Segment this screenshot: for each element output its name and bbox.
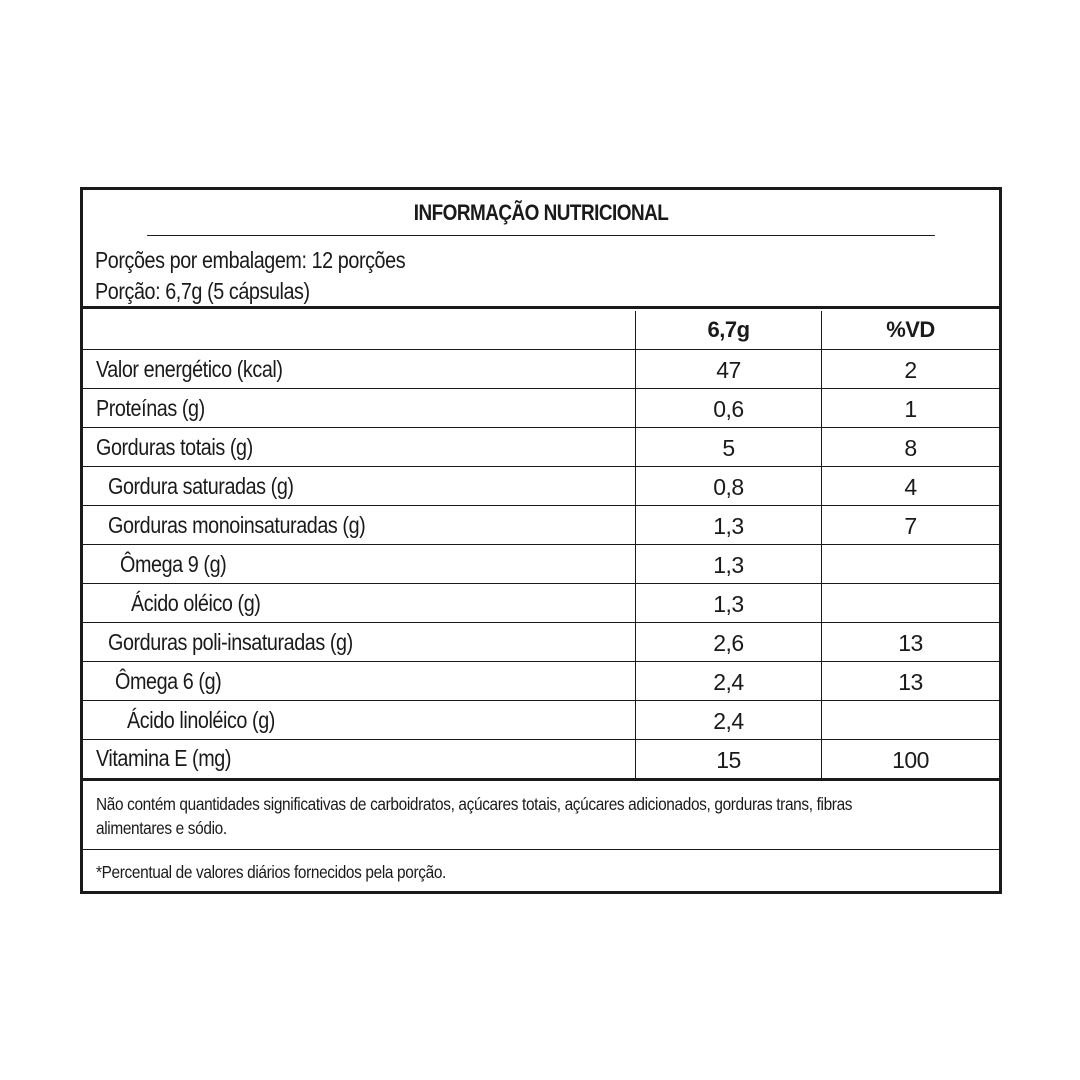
table-row [83, 623, 999, 662]
nutrient-amount: 1,3 [636, 584, 822, 622]
nutrient-name: Proteínas (g) [83, 389, 636, 427]
nutrient-amount: 2,4 [636, 701, 822, 739]
header-name-cell [83, 311, 636, 349]
nutrient-amount: 0,6 [636, 389, 822, 427]
panel-title: INFORMAÇÃO NUTRICIONAL [147, 190, 935, 236]
nutrient-name: Ácido linoléico (g) [83, 701, 636, 739]
nutrient-name: Ômega 6 (g) [83, 662, 636, 700]
nutrient-dv: 8 [904, 435, 917, 461]
nutrient-name: Vitamina E (mg) [83, 740, 636, 778]
nutrient-dv: 100 [892, 746, 929, 773]
nutrient-dv: 13 [898, 669, 923, 695]
table-row [83, 662, 999, 701]
note-line-1: Não contém quantidades significativas de carboidratos, açúcares totais, açúcares adicionados, gorduras trans, fibras [96, 794, 853, 814]
nutrient-amount: 15 [636, 740, 822, 778]
dv-note-text: *Percentual de valores diários fornecidos pela porção. [96, 862, 446, 882]
nutrition-facts-panel [80, 187, 1002, 894]
serving-size: Porção: 6,7g (5 cápsulas) [95, 278, 310, 304]
nutrient-dv [822, 584, 999, 622]
nutrient-dv: 1 [904, 396, 917, 422]
table-row [83, 545, 999, 584]
nutrient-dv: 2 [904, 357, 917, 383]
nutrient-amount: 1,3 [636, 545, 822, 583]
nutrient-name: Gorduras monoinsaturadas (g) [83, 506, 636, 544]
not-significant-note [83, 784, 999, 850]
table-row [83, 584, 999, 623]
nutrient-name: Gorduras totais (g) [83, 428, 636, 466]
nutrient-name: Ácido oléico (g) [83, 584, 636, 622]
table-row [83, 467, 999, 506]
nutrient-dv [822, 701, 999, 739]
table-row [83, 740, 999, 781]
nutrient-amount: 0,8 [636, 467, 822, 505]
nutrient-name: Valor energético (kcal) [83, 350, 636, 388]
table-row [83, 428, 999, 467]
nutrient-amount: 47 [636, 350, 822, 388]
nutrient-dv: 7 [904, 513, 917, 539]
nutrient-amount: 2,4 [636, 662, 822, 700]
table-header-row [83, 311, 999, 350]
table-row [83, 389, 999, 428]
nutrient-name: Ômega 9 (g) [83, 545, 636, 583]
nutrient-dv [822, 545, 999, 583]
nutrient-amount: 1,3 [636, 506, 822, 544]
table-row [83, 701, 999, 740]
header-amount-cell: 6,7g [636, 311, 822, 349]
nutrient-amount: 2,6 [636, 623, 822, 661]
table-row [83, 350, 999, 389]
nutrition-table [83, 311, 999, 781]
nutrient-dv: 4 [904, 474, 917, 500]
note-line-2: alimentares e sódio. [96, 818, 227, 838]
nutrient-dv: 13 [898, 630, 923, 656]
nutrient-name: Gorduras poli-insaturadas (g) [83, 623, 636, 661]
nutrient-amount: 5 [636, 428, 822, 466]
serving-info [83, 236, 999, 309]
servings-per-package: Porções por embalagem: 12 porções [95, 247, 406, 273]
table-row [83, 506, 999, 545]
header-dv-cell: %VD [886, 317, 935, 342]
nutrient-name: Gordura saturadas (g) [83, 467, 636, 505]
daily-value-note [83, 851, 999, 891]
